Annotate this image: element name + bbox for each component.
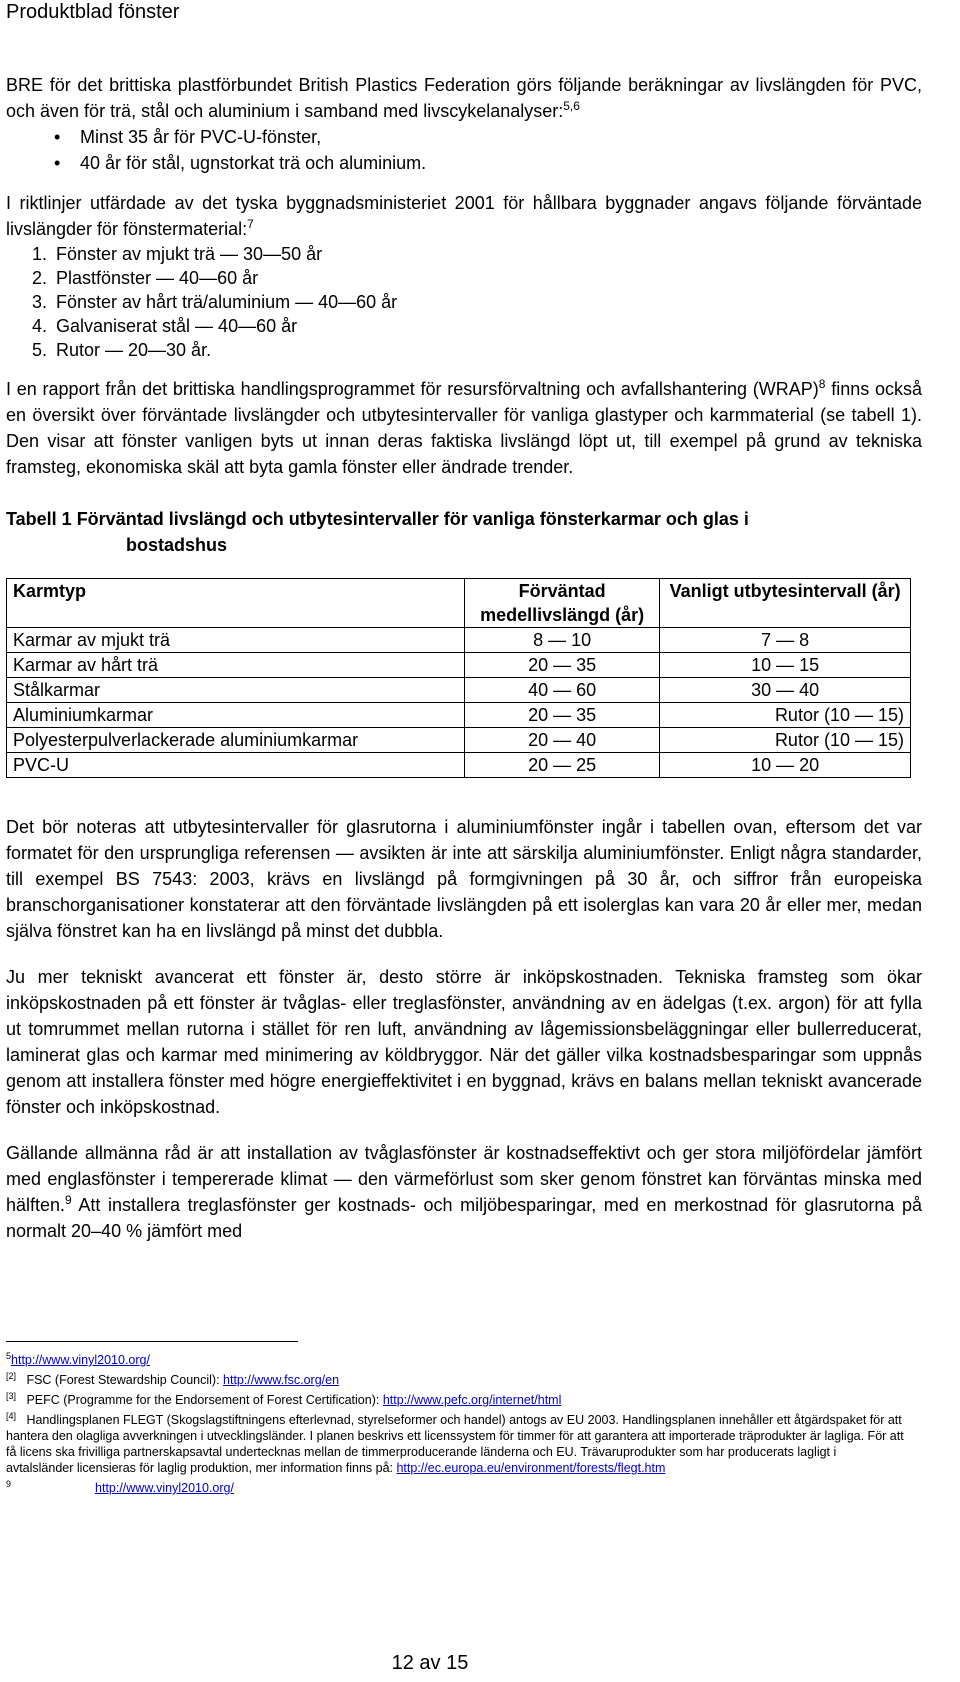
list-item: 2. Plastfönster — 40—60 år: [32, 268, 259, 288]
footnote: $^9$ http://www.vinyl2010.org/: [6, 1479, 234, 1495]
bullet-list: [6, 124, 922, 176]
table-row: Aluminiumkarmar 20 — 35 Rutor (10 — 15): [7, 703, 911, 728]
list-item: 4. Galvaniserat stål — 40—60 år: [32, 316, 298, 336]
footnote: [4] Handlingsplanen FLEGT (Skogslagstiftningens efterlevnad, styrelseformer och handel) antogs av EU 2003. Handlingsplanen innehåller ett åtgärdspaket för att hantera den olagliga avverkningen i utvecklingsländer. I planen beskrivs ett licenssystem för timmer för att garantera att importerade träprodukter är lagliga. För att få licens ska frivilliga partnerskapsavtal undertecknas mellan de timmerproducerande länderna och EU. Trävaruprodukter som har producerats lagligt i avtalsländer licensieras för laglig produktion, mer information finns på: http://ec.europa.eu/environment/forests/flegt.htm: [6, 1411, 904, 1475]
footnote-ref: 5,6: [563, 99, 580, 113]
footnote: $^5$http://www.vinyl2010.org/: [6, 1351, 150, 1367]
table-row: Karmar av mjukt trä 8 — 10 7 — 8: [7, 628, 911, 653]
list-item: • 40 år för stål, ugnstorkat trä och aluminium.: [6, 150, 922, 176]
table-row: Karmar av hårt trä 20 — 35 10 — 15: [7, 653, 911, 678]
footnote-separator: [6, 1341, 298, 1342]
list-item: 3. Fönster av hårt trä/aluminium — 40—60 år: [32, 292, 398, 312]
footnote-link[interactable]: http://www.fsc.org/en: [223, 1373, 340, 1387]
paragraph-wrap-report: I en rapport från det brittiska handlingsprogrammet för resursförvaltning och avfallshantering (WRAP)$^8$ finns också en översikt över förväntade livslängder och utbytesintervaller för vanliga glastyper och karmmaterial (se tabell 1). Den visar att fönster vanligen byts ut innan deras faktiska livslängd löpt ut, till exempel på grund av tekniska framsteg, ekonomiska skäl att byta gamla fönster eller ändrade trender.: [6, 377, 923, 477]
list-item: 1. Fönster av mjukt trä — 30—50 år: [32, 244, 323, 264]
table-row: Stålkarmar 40 — 60 30 — 40: [7, 678, 911, 703]
paragraph-german-guidelines: I riktlinjer utfärdade av det tyska byggnadsministeriet 2001 för hållbara byggnader angavs följande förväntade livslängder för fönstermaterial:$^7$: [6, 193, 922, 239]
footnotes: [6, 1348, 906, 1496]
footnote-link[interactable]: http://www.vinyl2010.org/: [11, 1353, 150, 1367]
bullet-icon: •: [54, 153, 61, 173]
document-body: [6, 72, 922, 1244]
footnote-ref: 9: [65, 1193, 72, 1207]
numbered-list: [6, 242, 922, 362]
footnote-link[interactable]: http://ec.europa.eu/environment/forests/flegt.htm: [396, 1461, 666, 1475]
footnote-link[interactable]: http://www.pefc.org/internet/html: [382, 1393, 562, 1407]
table-row: Polyesterpulverlackerade aluminiumkarmar 20 — 40 Rutor (10 — 15): [7, 728, 911, 753]
paragraph-bre: [6, 72, 922, 124]
column-header: Förväntad medellivslängd (år): [465, 579, 660, 628]
bullet-icon: •: [54, 127, 61, 147]
list-item: • Minst 35 år för PVC-U-fönster,: [6, 124, 922, 150]
paragraph-technical-cost: Ju mer tekniskt avancerat ett fönster är, desto större är inköpskostnaden. Tekniska framsteg som ökar inköpskostnaden på ett fönster är tvåglas- eller treglasfönster, användning av en ädelgas (t.ex. argon) för att fylla ut tomrummet mellan rutorna i stället för ren luft, användning av lågemissionsbeläggningar eller bullerreducerat, laminerat glas och karmar med minimering av köldbryggor. När det gäller vilka kostnadsbesparingar som uppnås genom att installera fönster med högre energieffektivitet i en byggnad, krävs en balans mellan tekniskt avancerade fönster och inköpskostnad.: [6, 967, 922, 1117]
paragraph-aluminium-note: Det bör noteras att utbytesintervaller för glasrutorna i aluminiumfönster ingår i tabellen ovan, eftersom det var formatet för den ursprungliga referensen — avsikten är inte att särskilja aluminiumfönster. Enligt några standarder, till exempel BS 7543: 2003, krävs en livslängd på formgivningen på 30 år, och siffror från europeiska branschorganisationer konstaterar att den förväntade livslängden på ett isolerglas kan vara 20 år eller mer, medan själva fönstret kan ha en livslängd på minst det dubbla.: [6, 817, 922, 941]
page-header-title: Produktblad fönster: [6, 1, 180, 23]
paragraph-double-glazing: Gällande allmänna råd är att installation av tvåglasfönster är kostnadseffektivt och ger stora miljöfördelar jämfört med englasfönster i tempererade klimat — den värmeförlust som sker genom fönstret kan förväntas minska med hälften.$^9$ Att installera treglasfönster ger kostnads- och miljöbesparingar, med en merkostnad för glasrutorna på normalt 20–40 % jämfört med: [6, 1143, 922, 1241]
page-number: 12 av 15: [391, 1652, 469, 1674]
paragraph-text: BRE för det brittiska plastförbundet British Plastics Federation görs följande beräkningar av livslängden för PVC, och även för trä, stål och aluminium i samband med livscykelanalyser:: [6, 75, 922, 121]
lifespan-table: [6, 578, 911, 778]
table-header-row: [7, 579, 911, 628]
footnote: [3] PEFC (Programme for the Endorsement of Forest Certification): http://www.pefc.org/internet/html: [6, 1391, 562, 1407]
footnote-ref: 7: [247, 217, 254, 231]
table-caption: Tabell 1 Förväntad livslängd och utbytesintervaller för vanliga fönsterkarmar och glas i bostadshus: [6, 509, 749, 555]
footnote-ref: 8: [818, 377, 826, 391]
footnote-link[interactable]: http://www.vinyl2010.org/: [95, 1481, 234, 1495]
column-header: Vanligt utbytesintervall (år): [660, 579, 911, 628]
list-item: 5. Rutor — 20—30 år.: [32, 340, 212, 360]
table-row: PVC-U 20 — 25 10 — 20: [7, 753, 911, 778]
column-header: Karmtyp: [7, 579, 465, 628]
footnote: [2] FSC (Forest Stewardship Council): http://www.fsc.org/en: [6, 1371, 340, 1387]
